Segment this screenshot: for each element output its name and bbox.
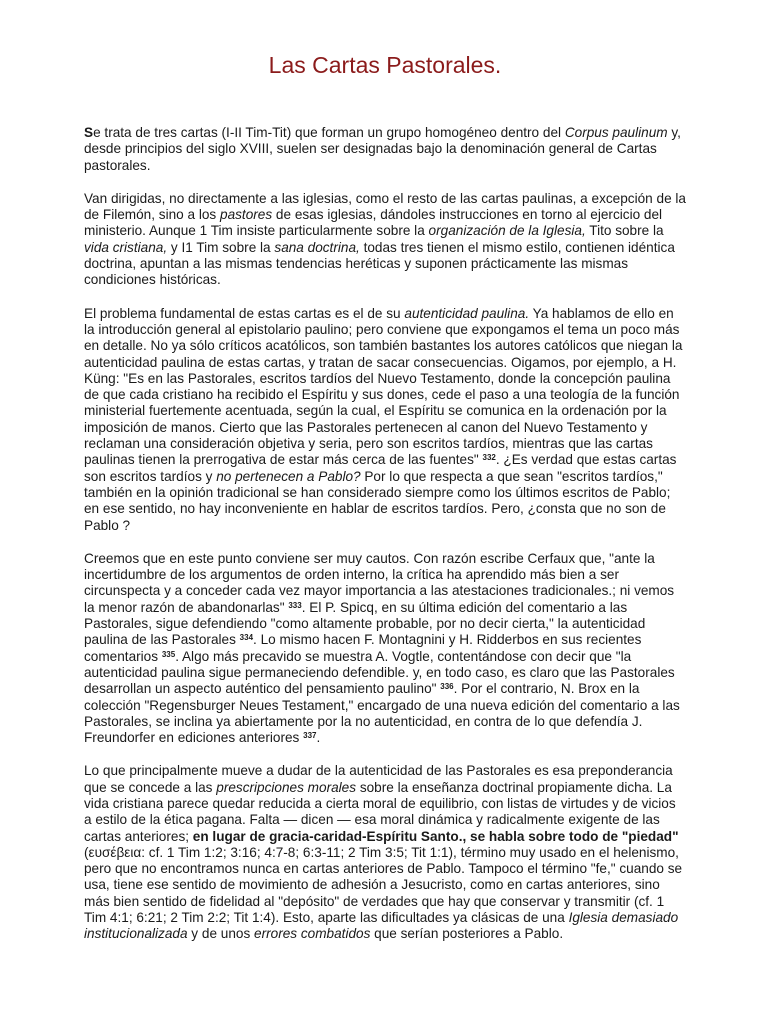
paragraph-1 xyxy=(84,125,686,174)
text-run: . ¿Es verdad que estas cartas son escritos tardíos y xyxy=(84,452,677,484)
text-run: Por lo que respecta a que sean "escritos tardíos," también en la opinión tradicional se han considerado siempre como los últimos escritos de Pablo; en ese sentido, no hay inconveniente en hablar de escritos tardíos. Pero, ¿consta que no son de Pablo ? xyxy=(84,468,671,533)
text-run: . Lo mismo hacen F. Montagnini y H. Ridderbos en sus recientes comentarios xyxy=(84,632,642,664)
text-run: e trata de tres cartas (I-II Tim-Tit) que forman un grupo homogéneo dentro del xyxy=(93,125,565,140)
paragraph-5 xyxy=(84,763,686,942)
text-run: (ευσέβεια: cf. 1 Tim 1:2; 3:16; 4:7-8; 6:3-11; 2 Tim 3:5; Tit 1:1), término muy usado en el helenismo, pero que no encontramos nunca en cartas anteriores de Pablo. Tampoco el término "fe," cuando se usa, tiene ese sentido de movimiento de adhesión a Jesucristo, como en cartas anteriores, sino más bien sentido de fidelidad al "depósito" de verdades que hay que conservar y transmitir (cf. 1 Tim 4:1; 6:21; 2 Tim 2:2; Tit 1:4). Esto, aparte las dificultades ya clásicas de una xyxy=(84,844,683,926)
italic-term: no pertenecen a Pablo? xyxy=(216,468,361,484)
text-run: que serían posteriores a Pablo. xyxy=(370,926,564,942)
text-run: de esas iglesias, dándoles instrucciones en torno al ejercicio del ministerio. Aunque 1 Tim insiste particularmente sobre la xyxy=(84,207,663,239)
footnote-ref[interactable]: 332 xyxy=(482,453,496,463)
italic-term: errores combatidos xyxy=(254,926,371,942)
footnote-ref[interactable]: 333 xyxy=(288,600,302,610)
text-run: El problema fundamental de estas cartas es el de su xyxy=(84,305,405,321)
footnote-ref[interactable]: 337 xyxy=(303,731,317,741)
text-run: Tito sobre la xyxy=(585,223,664,239)
paragraph-4 xyxy=(84,551,686,747)
italic-term: organización de la Iglesia, xyxy=(428,223,586,239)
text-run: Lo que principalmente mueve a dudar de la autenticidad de las Pastorales es esa preponderancia que se concede a las xyxy=(84,763,673,795)
italic-term: Corpus paulinum xyxy=(564,125,668,140)
text-run: Creemos que en este punto conviene ser muy cautos. Con razón escribe Cerfaux que, "ante la incertidumbre de los argumentos de orden interno, la crítica ha aprendido más bien a ser circunspecta y a conceder cada vez mayor importancia a las atestaciones tradicionales.; ni vemos la menor razón de abandonarlas" xyxy=(84,550,675,615)
text-run: . xyxy=(316,730,321,746)
paragraph-2 xyxy=(84,191,686,289)
italic-term: sana doctrina, xyxy=(274,239,360,255)
text-run: y I1 Tim sobre la xyxy=(167,239,275,255)
footnote-ref[interactable]: 334 xyxy=(239,633,254,643)
bold-phrase: en lugar de gracia-caridad-Espíritu Santo., se habla sobre todo de "piedad" xyxy=(192,828,679,844)
footnote-ref[interactable]: 335 xyxy=(161,649,176,659)
text-run: . El P. Spicq, en su última edición del comentario a las Pastorales, sigue defendiendo "como altamente probable, por no decir cierta," la autenticidad paulina de las Pastorales xyxy=(84,599,646,648)
text-run: sobre la enseñanza doctrinal propiamente dicha. La vida cristiana parece quedar reducida a cierta moral de equilibrio, con listas de virtudes y de vicios a estilo de la ética pagana. Falta — dicen — esa moral dinámica y radicalmente exigente de las cartas anteriores; xyxy=(84,779,676,844)
italic-term: autenticidad paulina. xyxy=(404,305,530,321)
italic-term: prescripciones morales xyxy=(216,779,357,795)
text-run: y de unos xyxy=(187,926,255,942)
italic-term: pastores xyxy=(220,207,273,223)
italic-term: Iglesia demasiado institucionalizada xyxy=(84,910,679,942)
text-run: . Por el contrario, N. Brox en la colección "Regensburger Neues Testament," encargado de una nueva edición del comentario a las Pastorales, se inclina ya abiertamente por la no autenticidad, en contra de lo que defendía J. Freundorfer en ediciones anteriores xyxy=(84,681,680,746)
footnote-ref[interactable]: 336 xyxy=(440,682,454,692)
document-title: Las Cartas Pastorales. xyxy=(268,52,502,78)
paragraph-3 xyxy=(84,306,686,534)
italic-term: vida cristiana, xyxy=(84,239,168,255)
text-run: y, desde principios del siglo XVIII, suelen ser designadas bajo la denominación general de Cartas pastorales. xyxy=(84,125,681,173)
document-page xyxy=(84,0,686,943)
text-run: . Algo más precavido se muestra A. Vogtle, contentándose con decir que "la autenticidad paulina sigue permaneciendo defendible. y, en todo caso, es claro que las Pastorales desarrollan un aspecto auténtico del pensamiento paulino" xyxy=(84,648,675,697)
text-run: Ya hablamos de ello en la introducción general al epistolario paulino; pero conviene que expongamos el tema un poco más en detalle. No ya sólo críticos acatólicos, son también bastantes los autores católicos que niegan la autenticidad paulina de estas cartas, y tratan de sacar consecuencias. Oigamos, por ejemplo, a H. Küng: "Es en las Pastorales, escritos tardíos del Nuevo Testamento, donde la concepción paulina de que cada cristiano ha recibido el Espíritu y sus dones, cede el paso a una teología de la función ministerial fuertemente acentuada, según la cual, el Espíritu se comunica en la ordenación por la imposición de manos. Cierto que las Pastorales pertenecen al canon del Nuevo Testamento y reclaman una consideración objetiva y seria, pero son escritos tardíos, mientras que las cartas paulinas tienen la prerrogativa de estar más cerca de las fuentes" xyxy=(84,305,683,468)
drop-cap: S xyxy=(84,125,94,140)
text-run: Van dirigidas, no directamente a las iglesias, como el resto de las cartas paulinas, a excepción de la de Filemón, sino a los xyxy=(84,190,686,223)
text-run: todas tres tienen el mismo estilo, contienen idéntica doctrina, apuntan a las mismas tendencias heréticas y suponen prácticamente las mismas condiciones históricas. xyxy=(84,239,675,288)
